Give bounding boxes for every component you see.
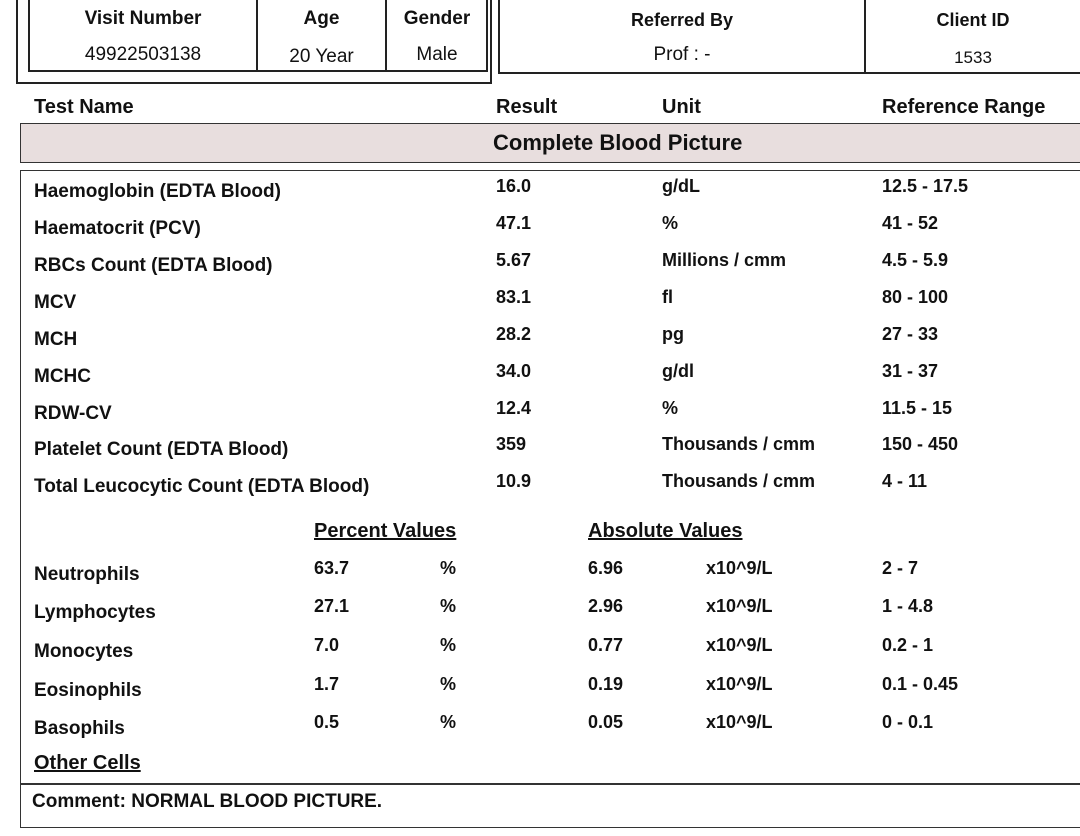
- client-id-value: 1533: [954, 48, 992, 67]
- test-result: 34.0: [496, 361, 532, 381]
- differential-row: [0, 710, 1080, 746]
- table-row: [0, 432, 1080, 466]
- test-range: 4 - 11: [882, 471, 928, 491]
- column-header-result: Result: [496, 96, 558, 118]
- test-result: 12.4: [496, 398, 532, 418]
- absolute-value: 2.96: [588, 596, 624, 616]
- absolute-values-header: Absolute Values: [588, 520, 743, 542]
- percent-unit: %: [440, 558, 457, 578]
- absolute-unit: x10^9/L: [706, 558, 773, 578]
- test-result: 83.1: [496, 287, 532, 307]
- frame-bottom-line: [16, 82, 492, 84]
- percent-value: 63.7: [314, 558, 350, 578]
- percent-unit: %: [440, 674, 457, 694]
- test-unit: fl: [662, 287, 673, 307]
- absolute-value: 6.96: [588, 558, 624, 578]
- percent-value: 27.1: [314, 596, 350, 616]
- absolute-value: 0.77: [588, 635, 624, 655]
- table-row: [0, 396, 1080, 430]
- visit-number-value: 49922503138: [84, 44, 202, 65]
- absolute-range: 0 - 0.1: [882, 712, 934, 732]
- table-row: [0, 359, 1080, 393]
- section-banner: [20, 123, 1080, 163]
- column-header-unit: Unit: [662, 96, 701, 118]
- test-name: MCV: [34, 292, 77, 313]
- absolute-range: 1 - 4.8: [882, 596, 934, 616]
- test-unit: Thousands / cmm: [662, 471, 816, 491]
- test-range: 4.5 - 5.9: [882, 250, 949, 270]
- test-range: 150 - 450: [882, 434, 959, 454]
- test-unit: pg: [662, 324, 684, 344]
- test-result: 16.0: [496, 176, 532, 196]
- absolute-unit: x10^9/L: [706, 596, 773, 616]
- test-range: 80 - 100: [882, 287, 949, 307]
- differential-row: [0, 633, 1080, 669]
- absolute-unit: x10^9/L: [706, 712, 773, 732]
- test-result: 47.1: [496, 213, 532, 233]
- test-result: 5.67: [496, 250, 532, 270]
- test-name: RBCs Count (EDTA Blood): [34, 255, 273, 276]
- age-label: Age: [303, 8, 340, 29]
- absolute-unit: x10^9/L: [706, 635, 773, 655]
- test-name: Haemoglobin (EDTA Blood): [34, 181, 281, 202]
- referred-by-label: Referred By: [630, 10, 734, 30]
- differential-row: [0, 556, 1080, 592]
- percent-unit: %: [440, 596, 457, 616]
- differential-row: [0, 594, 1080, 630]
- test-result: 10.9: [496, 471, 532, 491]
- test-name: MCH: [34, 329, 78, 350]
- differential-row: [0, 672, 1080, 708]
- comment-text: Comment: NORMAL BLOOD PICTURE.: [32, 791, 383, 812]
- column-header-reference-range: Reference Range: [882, 96, 1046, 118]
- test-range: 31 - 37: [882, 361, 939, 381]
- client-id-label: Client ID: [936, 10, 1010, 30]
- section-title: Complete Blood Picture: [493, 130, 743, 155]
- test-name: Platelet Count (EDTA Blood): [34, 439, 289, 460]
- table-row: [0, 248, 1080, 282]
- referred-by-value: Prof : -: [653, 44, 711, 65]
- table-row: [0, 285, 1080, 319]
- test-unit: %: [662, 213, 679, 233]
- column-header-test-name: Test Name: [34, 96, 134, 118]
- test-range: 12.5 - 17.5: [882, 176, 969, 196]
- visit-number-label: Visit Number: [84, 8, 202, 29]
- absolute-range: 0.1 - 0.45: [882, 674, 959, 694]
- test-result: 28.2: [496, 324, 532, 344]
- cell-type-name: Eosinophils: [34, 680, 142, 701]
- absolute-unit: x10^9/L: [706, 674, 773, 694]
- test-range: 27 - 33: [882, 324, 939, 344]
- percent-value: 7.0: [314, 635, 340, 655]
- test-result: 359: [496, 434, 527, 454]
- percent-value: 1.7: [314, 674, 340, 694]
- other-cells-label: Other Cells: [34, 752, 141, 774]
- test-name: Total Leucocytic Count (EDTA Blood): [34, 476, 370, 497]
- table-row: [0, 469, 1080, 503]
- patient-info-header: [0, 0, 1080, 86]
- gender-value: Male: [416, 44, 458, 65]
- cell-type-name: Lymphocytes: [34, 602, 156, 623]
- test-unit: Thousands / cmm: [662, 434, 816, 454]
- gender-label: Gender: [403, 8, 471, 29]
- absolute-range: 2 - 7: [882, 558, 919, 578]
- test-name: Haematocrit (PCV): [34, 218, 201, 239]
- table-row: [0, 211, 1080, 245]
- percent-unit: %: [440, 635, 457, 655]
- percent-values-header: Percent Values: [314, 520, 457, 542]
- absolute-value: 0.05: [588, 712, 624, 732]
- comment-divider: [20, 783, 1080, 785]
- cell-type-name: Monocytes: [34, 641, 134, 662]
- table-row: [0, 322, 1080, 356]
- table-row: [0, 174, 1080, 208]
- frame-left-line: [16, 0, 18, 84]
- test-range: 11.5 - 15: [882, 398, 953, 418]
- test-name: MCHC: [34, 366, 91, 387]
- percent-unit: %: [440, 712, 457, 732]
- test-unit: Millions / cmm: [662, 250, 787, 270]
- test-range: 41 - 52: [882, 213, 939, 233]
- test-unit: g/dl: [662, 361, 694, 381]
- frame-middle-line: [490, 0, 492, 84]
- cell-type-name: Basophils: [34, 718, 125, 739]
- test-name: RDW-CV: [34, 403, 112, 424]
- age-value: 20 Year: [289, 46, 354, 67]
- percent-value: 0.5: [314, 712, 340, 732]
- absolute-range: 0.2 - 1: [882, 635, 934, 655]
- test-unit: g/dL: [662, 176, 700, 196]
- absolute-value: 0.19: [588, 674, 624, 694]
- test-unit: %: [662, 398, 679, 418]
- cell-type-name: Neutrophils: [34, 564, 140, 585]
